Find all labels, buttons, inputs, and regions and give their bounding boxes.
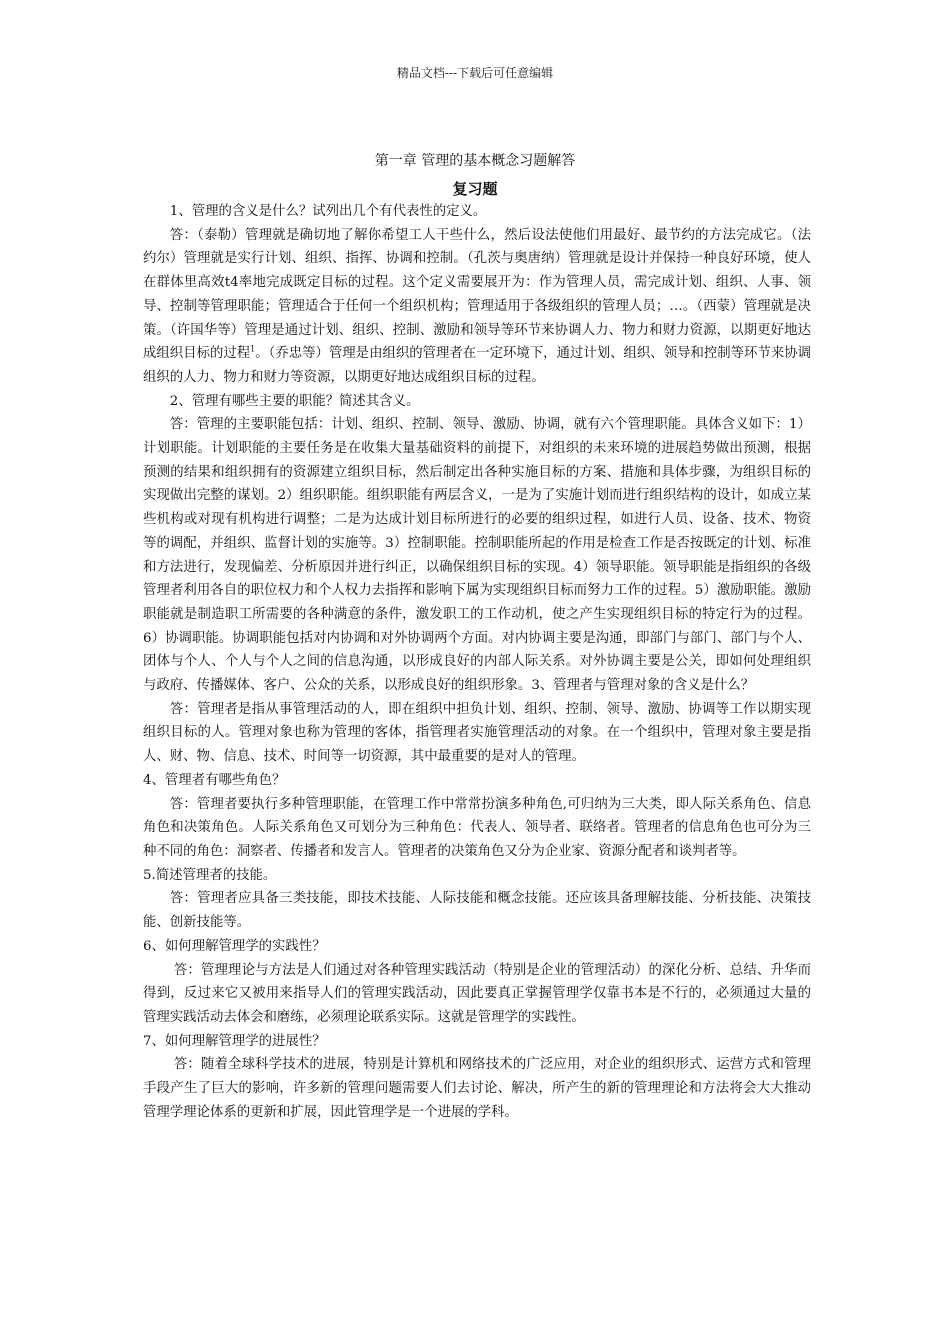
question-2: 2、管理有哪些主要的职能？简述其含义。 (169, 393, 420, 409)
answer-1 (143, 224, 811, 390)
question-1: 1、管理的含义是什么？试列出几个有代表性的定义。 (169, 204, 487, 219)
answer-4: 答：管理者要执行多种管理职能，在管理工作中常常扮演多种角色,可归纳为三大类，即人际关系角色、信息角色和决策角色。人际关系角色又可划分为三种角色：代表人、领导者、联络者。管理者的信息角色也可分为三种不同的角色：洞察者、传播者和发言人。管理者的决策角色又分为企业家、资源分配者和谈判者等。 (143, 796, 811, 859)
document-body (143, 200, 811, 1124)
footnote-marker: 1 (250, 344, 256, 354)
answer-6: 答：管理理论与方法是人们通过对各种管理实践活动（特别是企业的管理活动）的深化分析、总结、升华而得到，反过来它又被用来指导人们的管理实践活动，因此要真正掌握管理学仅靠书本是不行的，必须通过大量的管理实践活动去体会和磨练，必须理论联系实际。这就是管理学的实践性。 (143, 962, 811, 1025)
chapter-title: 第一章 管理的基本概念习题解答 (374, 153, 576, 169)
page-header: 精品文档---下载后可任意编辑 (396, 66, 554, 80)
answer-3: 答：管理者是指从事管理活动的人，即在组织中担负计划、组织、控制、领导、激励、协调等工作以期实现组织目标的人。管理对象也称为管理的客体，指管理者实施管理活动的对象。在一个组织中，管理对象主要是指人、财、物、信息、技术、时间等一切资源，其中最重要的是对人的管理。 (143, 701, 811, 765)
answer-5: 答：管理者应具备三类技能，即技术技能、人际技能和概念技能。还应该具备理解技能、分析技能、决策技能、创新技能等。 (143, 891, 811, 931)
question-7: 7、如何理解管理学的进展性？ (143, 1033, 326, 1049)
answer-1-text: 答：（泰勒）管理就是确切地了解你希望工人干些什么，然后设法使他们用最好、最节约的方法完成它。（法约尔）管理就是实行计划、组织、指挥、协调和控制。（孔茨与奥唐纳）管理就是设计并保持一种良好环境，使人在群体里高效t4率地完成既定目标的过程。这个定义需要展开为：作为管理人员，需完成计划、组织、人事、领导、控制等管理职能；管理适合于任何一个组织机构；管理适用于各级组织的管理人员；…。（西蒙）管理就是决策。（许国华等）管理是通过计划、组织、控制、激励和领导等环节来协调人力、物力和财力资源，以期更好地达成组织目标的过程 (143, 227, 811, 362)
answer-1-text-cont: 。（乔忠等）管理是由组织的管理者在一定环境下，通过计划、组织、领导和控制等环节来协调组织的人力、物力和财力等资源，以期更好地达成组织目标的过程。 (143, 346, 812, 385)
answer-2: 答：管理的主要职能包括：计划、组织、控制、领导、激励、协调，就有六个管理职能。具体含义如下：1）计划职能。计划职能的主要任务是在收集大量基础资料的前提下，对组织的未来环境的进展趋势做出预测，根据预测的结果和组织拥有的资源建立组织目标，然后制定出各种实施目标的方案、措施和具体步骤，为组织目标的实现做出完整的谋划。2）组织职能。组织职能有两层含义，一是为了实施计划而进行组织结构的设计，如成立某些机构或对现有机构进行调整；二是为达成计划目标所进行的必要的组织过程，如进行人员、设备、技术、物资等的调配，并组织、监督计划的实施等。3）控制职能。控制职能所起的作用是检查工作是否按既定的计划、标准和方法进行，发现偏差、分析原因并进行纠正，以确保组织目标的实现。4）领导职能。领导职能是指组织的各级管理者利用各自的职位权力和个人权力去指挥和影响下属为实现组织目标而努力工作的过程。5）激励职能。激励职能就是制造职工所需要的各种满意的条件，激发职工的工作动机，使之产生实现组织目标的特定行为的过程。6）协调职能。协调职能包括对内协调和对外协调两个方面。对内协调主要是沟通，即部门与部门、部门与个人、团体与个人、个人与个人之间的信息沟通，以形成良好的内部人际关系。对外协调主要是公关，即如何处理组织与政府、传播媒体、客户、公众的关系，以形成良好的组织形象。3、管理者与管理对象的含义是什么？ (143, 417, 811, 694)
question-4: 4、管理者有哪些角色？ (143, 772, 286, 788)
question-5: 5.简述管理者的技能。 (143, 867, 277, 883)
question-6: 6、如何理解管理学的实践性？ (143, 938, 326, 954)
section-title: 复习题 (452, 180, 498, 198)
answer-7: 答：随着全球科学技术的进展，特别是计算机和网络技术的广泛应用，对企业的组织形式、运营方式和管理手段产生了巨大的影响，许多新的管理问题需要人们去讨论、解决，所产生的新的管理理论和方法将会大大推动管理学理论体系的更新和扩展，因此管理学是一个进展的学科。 (143, 1057, 811, 1120)
